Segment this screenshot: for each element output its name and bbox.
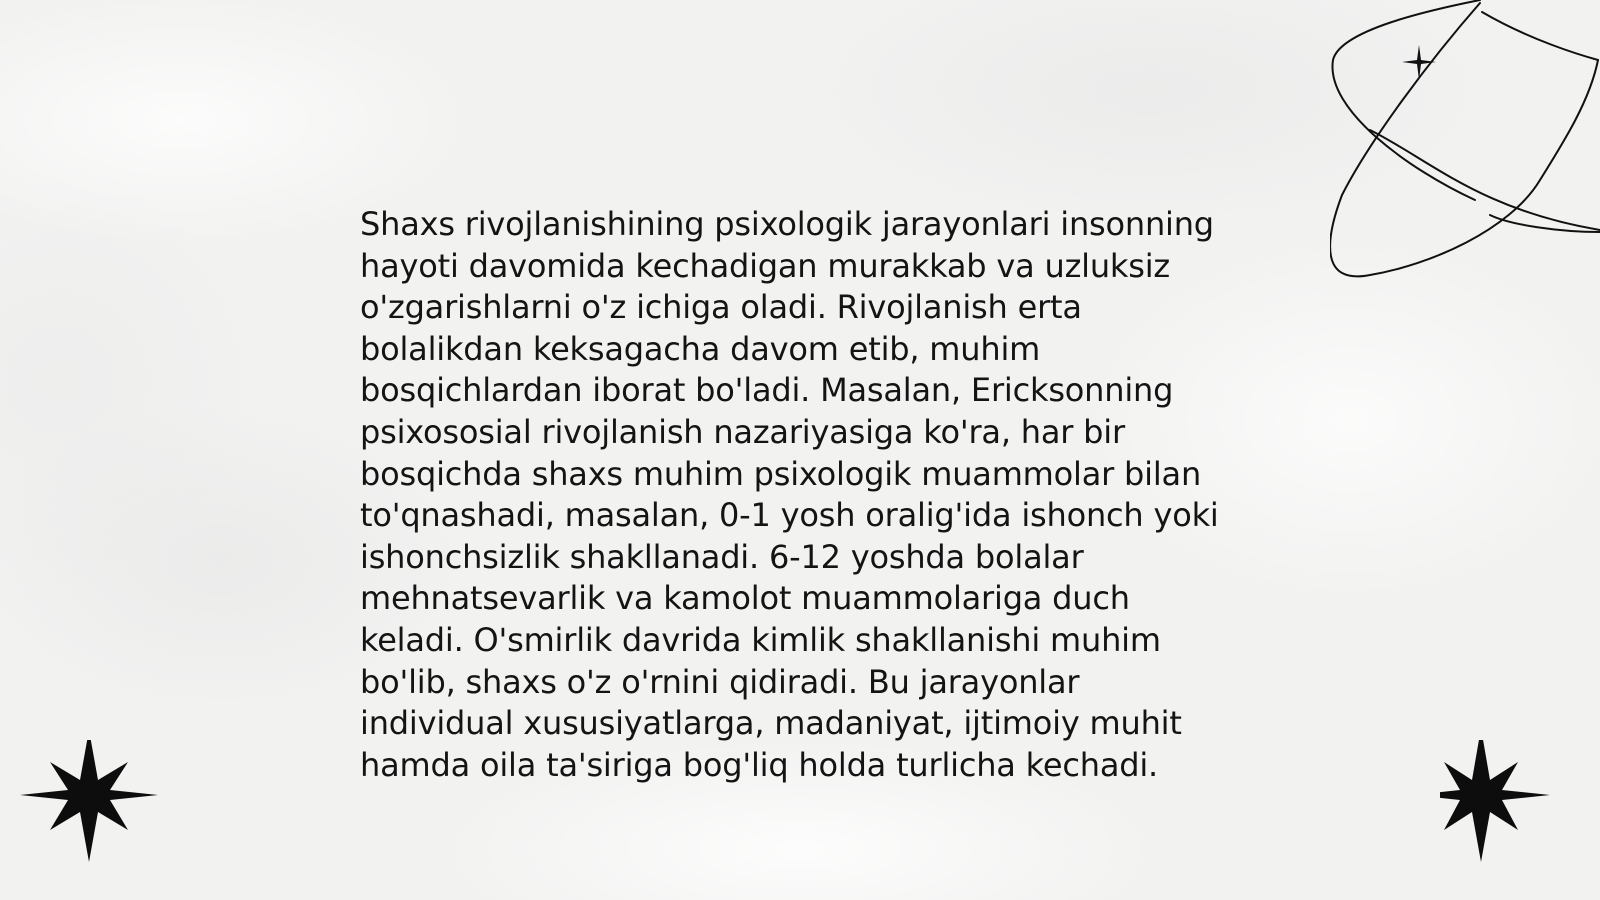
- orbit-curve-lower: [1370, 130, 1600, 232]
- slide-body-text: Shaxs rivojlanishining psixologik jarayonlari insonning hayoti davomida kechadigan murakkab va uzluksiz o'zgarishlarni o'z ichiga oladi. Rivojlanish erta bolalikdan keksagacha davom etib, muhim bosqichlardan iborat bo'ladi. Masalan, Ericksonning psixososial rivojlanish nazariyasiga ko'ra, har bir bosqichda shaxs muhim psixologik muammolar bilan to'qnashadi, masalan, 0-1 yosh oralig'ida ishonch yoki ishonchsizlik shakllanadi. 6-12 yoshda bolalar mehnatsevarlik va kamolot muammolariga duch keladi. O'smirlik davrida kimlik shakllanishi muhim bo'lib, shaxs o'z o'rnini qidiradi. Bu jarayonlar individual xususiyatlarga, madaniyat, ijtimoiy muhit hamda oila ta'siriga bog'liq holda turlicha kechadi.: [360, 205, 1219, 784]
- orbit-curve-top: [1482, 12, 1598, 60]
- orbit-lines-icon: [1330, 0, 1600, 290]
- four-point-star-icon: [20, 740, 160, 870]
- four-point-star-icon: [1440, 740, 1580, 870]
- orbit-curve-large: [1330, 3, 1598, 276]
- sparkle-icon: [1402, 45, 1436, 80]
